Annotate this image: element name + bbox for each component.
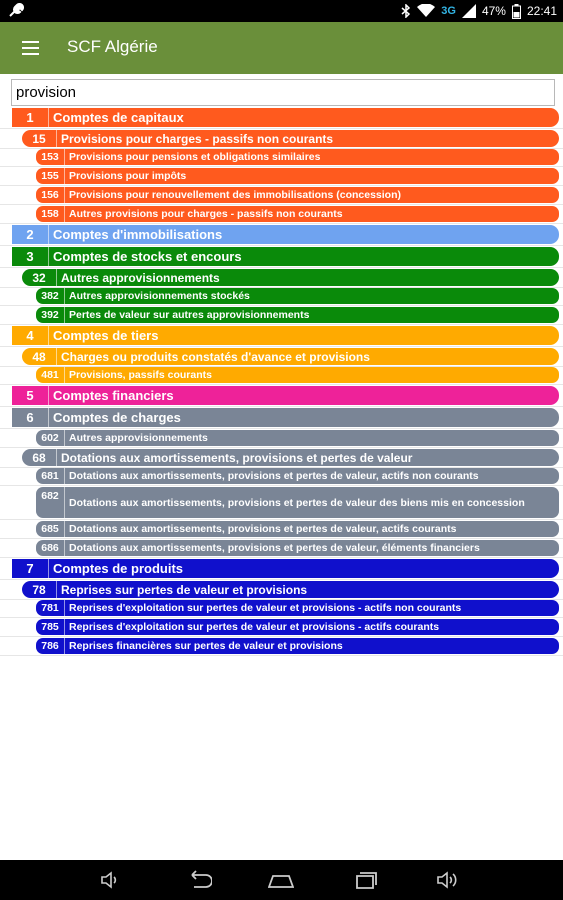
account-row-78[interactable] [22,581,559,598]
account-label: Reprises sur pertes de valeur et provisions [56,581,307,598]
account-label: Comptes financiers [48,386,174,405]
account-code: 382 [41,290,59,302]
row-divider [0,636,563,637]
account-row-686[interactable] [36,540,559,556]
row-divider [0,485,563,486]
account-row-155[interactable] [36,168,559,184]
row-divider [0,538,563,539]
account-label: Provisions pour renouvellement des immobilisations (concession) [64,187,401,203]
account-code: 155 [41,170,59,182]
search-input[interactable] [11,79,555,106]
account-row-681[interactable] [36,468,559,484]
account-code: 682 [41,490,59,502]
row-divider [0,324,563,325]
account-row-5[interactable] [12,386,559,405]
account-code: 156 [41,189,59,201]
account-row-786[interactable] [36,638,559,654]
account-label: Pertes de valeur sur autres approvisionnements [64,307,309,323]
row-divider [0,384,563,385]
account-code: 2 [26,227,34,242]
row-divider [0,557,563,558]
account-code: 681 [41,470,59,482]
account-label: Reprises d'exploitation sur pertes de valeur et provisions - actifs courants [64,619,439,635]
account-code: 4 [26,328,34,343]
account-label: Dotations aux amortissements, provisions et pertes de valeur, actifs courants [64,521,456,537]
account-label: Autres provisions pour charges - passifs non courants [64,206,343,222]
clock: 22:41 [526,4,557,18]
account-row-68[interactable] [22,449,559,466]
account-row-481[interactable] [36,367,559,383]
bluetooth-icon [401,4,411,18]
account-label: Dotations aux amortissements, provisions et pertes de valeur, actifs non courants [64,468,479,484]
account-row-682[interactable] [36,487,559,518]
account-row-1[interactable] [12,108,559,127]
account-code: 481 [41,369,59,381]
account-row-15[interactable] [22,130,559,147]
account-label: Dotations aux amortissements, provisions et pertes de valeur, éléments financiers [64,540,480,556]
account-label: Autres approvisionnements stockés [64,288,250,304]
row-divider [0,305,563,306]
row-divider [0,428,563,429]
row-divider [0,346,563,347]
account-label: Autres approvisionnements [64,430,208,446]
account-code: 392 [41,309,59,321]
account-row-785[interactable] [36,619,559,635]
row-divider [0,128,563,129]
account-code: 602 [41,432,59,444]
account-code: 7 [26,561,34,576]
app-bar [0,22,563,74]
account-row-48[interactable] [22,348,559,365]
account-row-382[interactable] [36,288,559,304]
account-label: Provisions pour charges - passifs non courants [56,130,333,147]
account-row-685[interactable] [36,521,559,537]
account-code: 6 [26,410,34,425]
account-code: 158 [41,208,59,220]
account-code: 785 [41,621,59,633]
row-divider [0,579,563,580]
account-row-4[interactable] [12,326,559,345]
wifi-icon [417,4,435,18]
volume-up-icon[interactable] [435,870,461,890]
account-code: 685 [41,523,59,535]
account-row-7[interactable] [12,559,559,578]
account-label: Dotations aux amortissements, provisions et pertes de valeur des biens mis en concession [64,487,525,518]
network-type: 3G [441,5,456,17]
account-row-156[interactable] [36,187,559,203]
account-code: 786 [41,640,59,652]
wrench-icon [8,3,24,19]
row-divider [0,267,563,268]
account-row-602[interactable] [36,430,559,446]
account-label: Comptes de charges [48,408,181,427]
account-label: Comptes de produits [48,559,183,578]
row-divider [0,655,563,656]
account-label: Provisions pour impôts [64,168,186,184]
account-label: Comptes de capitaux [48,108,184,127]
account-label: Comptes de stocks et encours [48,247,242,266]
account-code: 32 [32,270,46,285]
account-code: 15 [32,131,46,146]
battery-icon [512,4,521,19]
account-label: Charges ou produits constatés d'avance et provisions [56,348,370,365]
account-label: Provisions, passifs courants [64,367,212,383]
account-row-3[interactable] [12,247,559,266]
account-code: 3 [26,249,34,264]
account-code: 5 [26,388,34,403]
home-icon[interactable] [268,870,294,890]
account-code: 68 [32,450,46,465]
account-row-781[interactable] [36,600,559,616]
signal-icon [462,4,476,18]
back-icon[interactable] [186,870,212,890]
navigation-bar [0,860,563,900]
account-row-6[interactable] [12,408,559,427]
account-row-32[interactable] [22,269,559,286]
app-title: SCF Algérie [67,37,158,56]
account-label: Comptes de tiers [48,326,158,345]
hamburger-menu-icon[interactable] [22,41,39,55]
row-divider [0,223,563,224]
account-label: Provisions pour pensions et obligations similaires [64,149,320,165]
account-code: 48 [32,349,46,364]
account-code: 78 [32,582,46,597]
account-row-392[interactable] [36,307,559,323]
row-divider [0,166,563,167]
account-code: 1 [26,110,34,125]
account-label: Comptes d'immobilisations [48,225,222,244]
row-divider [0,245,563,246]
account-code: 153 [41,151,59,163]
account-row-2[interactable] [12,225,559,244]
account-row-153[interactable] [36,149,559,165]
account-label: Reprises d'exploitation sur pertes de valeur et provisions - actifs non courants [64,600,461,616]
account-code: 781 [41,602,59,614]
status-bar [0,0,563,22]
row-divider [0,204,563,205]
account-label: Reprises financières sur pertes de valeur et provisions [64,638,343,654]
account-label: Autres approvisionnements [56,269,220,286]
volume-down-icon[interactable] [98,870,124,890]
row-divider [0,519,563,520]
row-divider [0,185,563,186]
account-row-158[interactable] [36,206,559,222]
recent-apps-icon[interactable] [352,870,378,890]
account-code: 686 [41,542,59,554]
row-divider [0,406,563,407]
row-divider [0,447,563,448]
battery-percent: 47% [481,4,506,18]
row-divider [0,617,563,618]
account-label: Dotations aux amortissements, provisions et pertes de valeur [56,449,412,466]
